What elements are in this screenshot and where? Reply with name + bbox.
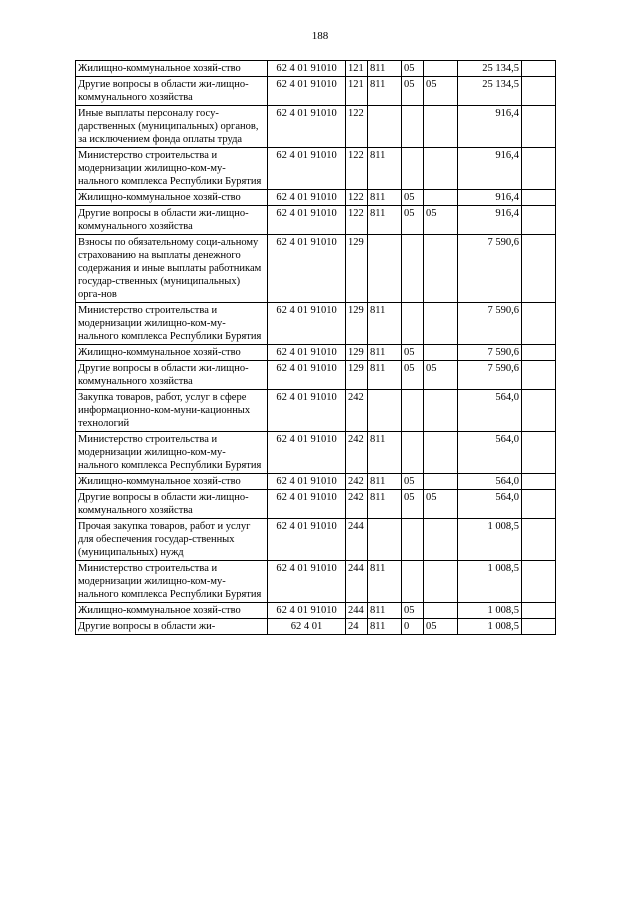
cell-extra <box>522 432 556 474</box>
cell-target-article: 62 4 01 91010 <box>268 77 346 106</box>
cell-ministry-code: 811 <box>368 148 402 190</box>
cell-subsection <box>424 303 458 345</box>
cell-name: Другие вопросы в области жи-лищно-коммунального хозяйства <box>76 361 268 390</box>
cell-ministry-code: 811 <box>368 432 402 474</box>
cell-subsection: 05 <box>424 206 458 235</box>
cell-extra <box>522 561 556 603</box>
table-row <box>76 474 556 490</box>
cell-amount: 916,4 <box>458 106 522 148</box>
cell-name: Другие вопросы в области жи-лищно-коммунального хозяйства <box>76 77 268 106</box>
cell-name: Жилищно-коммунальное хозяй-ство <box>76 474 268 490</box>
cell-name: Другие вопросы в области жи-лищно-коммунального хозяйства <box>76 490 268 519</box>
cell-section: 05 <box>402 361 424 390</box>
cell-target-article: 62 4 01 91010 <box>268 190 346 206</box>
cell-extra <box>522 106 556 148</box>
cell-expense-type: 242 <box>346 390 368 432</box>
cell-section <box>402 390 424 432</box>
budget-table <box>75 60 556 635</box>
cell-extra <box>522 345 556 361</box>
cell-section: 05 <box>402 345 424 361</box>
cell-name: Жилищно-коммунальное хозяй-ство <box>76 61 268 77</box>
cell-ministry-code <box>368 235 402 303</box>
cell-ministry-code: 811 <box>368 77 402 106</box>
cell-target-article: 62 4 01 91010 <box>268 235 346 303</box>
cell-name: Жилищно-коммунальное хозяй-ство <box>76 345 268 361</box>
cell-section <box>402 561 424 603</box>
page-number: 188 <box>311 30 329 42</box>
cell-section <box>402 235 424 303</box>
cell-section: 05 <box>402 603 424 619</box>
cell-amount: 7 590,6 <box>458 361 522 390</box>
cell-amount: 564,0 <box>458 474 522 490</box>
cell-target-article: 62 4 01 91010 <box>268 561 346 603</box>
cell-section <box>402 432 424 474</box>
cell-extra <box>522 77 556 106</box>
cell-amount: 7 590,6 <box>458 235 522 303</box>
cell-expense-type: 121 <box>346 77 368 106</box>
cell-expense-type: 122 <box>346 206 368 235</box>
cell-target-article: 62 4 01 91010 <box>268 345 346 361</box>
table-row <box>76 303 556 345</box>
cell-name: Закупка товаров, работ, услуг в сфере информационно-ком-муни-кационных технологий <box>76 390 268 432</box>
cell-ministry-code: 811 <box>368 345 402 361</box>
cell-amount: 916,4 <box>458 190 522 206</box>
cell-name: Прочая закупка товаров, работ и услуг для обеспечения государ-ственных (муниципальных) нужд <box>76 519 268 561</box>
table-row <box>76 603 556 619</box>
cell-target-article: 62 4 01 91010 <box>268 490 346 519</box>
cell-subsection <box>424 148 458 190</box>
cell-subsection: 05 <box>424 361 458 390</box>
cell-expense-type: 244 <box>346 519 368 561</box>
table-body <box>76 61 556 635</box>
cell-expense-type: 121 <box>346 61 368 77</box>
cell-extra <box>522 235 556 303</box>
cell-expense-type: 122 <box>346 106 368 148</box>
cell-amount: 916,4 <box>458 206 522 235</box>
table-row <box>76 235 556 303</box>
cell-extra <box>522 61 556 77</box>
cell-target-article: 62 4 01 91010 <box>268 603 346 619</box>
cell-extra <box>522 519 556 561</box>
cell-name: Министерство строительства и модернизации жилищно-ком-му-нального комплекса Республики Бурятия <box>76 148 268 190</box>
table-row <box>76 361 556 390</box>
cell-name: Иные выплаты персоналу госу-дарственных (муниципальных) органов, за исключением фонда оплаты труда <box>76 106 268 148</box>
cell-amount: 25 134,5 <box>458 61 522 77</box>
cell-section: 0 <box>402 619 424 635</box>
table-row <box>76 345 556 361</box>
cell-extra <box>522 303 556 345</box>
table-row <box>76 206 556 235</box>
cell-ministry-code: 811 <box>368 61 402 77</box>
cell-expense-type: 242 <box>346 474 368 490</box>
cell-subsection <box>424 561 458 603</box>
cell-ministry-code <box>368 390 402 432</box>
table-row <box>76 61 556 77</box>
cell-subsection <box>424 190 458 206</box>
cell-amount: 564,0 <box>458 490 522 519</box>
cell-expense-type: 122 <box>346 148 368 190</box>
cell-ministry-code: 811 <box>368 361 402 390</box>
table-row <box>76 148 556 190</box>
cell-amount: 916,4 <box>458 148 522 190</box>
cell-ministry-code <box>368 519 402 561</box>
cell-expense-type: 122 <box>346 190 368 206</box>
cell-amount: 7 590,6 <box>458 303 522 345</box>
cell-name: Министерство строительства и модернизации жилищно-ком-му-нального комплекса Республики Бурятия <box>76 303 268 345</box>
cell-target-article: 62 4 01 91010 <box>268 148 346 190</box>
cell-section <box>402 519 424 561</box>
cell-subsection: 05 <box>424 490 458 519</box>
cell-amount: 564,0 <box>458 390 522 432</box>
cell-ministry-code: 811 <box>368 603 402 619</box>
cell-extra <box>522 361 556 390</box>
cell-amount: 1 008,5 <box>458 561 522 603</box>
cell-subsection <box>424 345 458 361</box>
cell-amount: 1 008,5 <box>458 603 522 619</box>
cell-subsection: 05 <box>424 77 458 106</box>
cell-target-article: 62 4 01 91010 <box>268 390 346 432</box>
table-row <box>76 77 556 106</box>
cell-section <box>402 106 424 148</box>
cell-section <box>402 148 424 190</box>
cell-expense-type: 24 <box>346 619 368 635</box>
cell-subsection <box>424 603 458 619</box>
table-row <box>76 519 556 561</box>
cell-subsection <box>424 432 458 474</box>
cell-subsection <box>424 235 458 303</box>
cell-name: Министерство строительства и модернизации жилищно-ком-му-нального комплекса Республики Бурятия <box>76 561 268 603</box>
cell-target-article: 62 4 01 91010 <box>268 361 346 390</box>
cell-expense-type: 129 <box>346 345 368 361</box>
cell-name: Жилищно-коммунальное хозяй-ство <box>76 190 268 206</box>
cell-target-article: 62 4 01 91010 <box>268 206 346 235</box>
cell-section <box>402 303 424 345</box>
cell-subsection <box>424 474 458 490</box>
cell-amount: 25 134,5 <box>458 77 522 106</box>
cell-extra <box>522 603 556 619</box>
cell-subsection: 05 <box>424 619 458 635</box>
cell-amount: 1 008,5 <box>458 519 522 561</box>
table-row <box>76 190 556 206</box>
cell-amount: 564,0 <box>458 432 522 474</box>
cell-expense-type: 244 <box>346 561 368 603</box>
cell-target-article: 62 4 01 91010 <box>268 519 346 561</box>
cell-name: Другие вопросы в области жи- <box>76 619 268 635</box>
cell-section: 05 <box>402 61 424 77</box>
cell-extra <box>522 190 556 206</box>
cell-target-article: 62 4 01 91010 <box>268 432 346 474</box>
cell-expense-type: 129 <box>346 303 368 345</box>
table-row <box>76 390 556 432</box>
cell-name: Другие вопросы в области жи-лищно-коммунального хозяйства <box>76 206 268 235</box>
cell-target-article: 62 4 01 <box>268 619 346 635</box>
cell-extra <box>522 206 556 235</box>
cell-ministry-code: 811 <box>368 474 402 490</box>
cell-expense-type: 244 <box>346 603 368 619</box>
cell-amount: 7 590,6 <box>458 345 522 361</box>
cell-target-article: 62 4 01 91010 <box>268 61 346 77</box>
table-row <box>76 619 556 635</box>
cell-expense-type: 129 <box>346 235 368 303</box>
cell-subsection <box>424 519 458 561</box>
table-row <box>76 490 556 519</box>
table-row <box>76 106 556 148</box>
cell-extra <box>522 390 556 432</box>
cell-amount: 1 008,5 <box>458 619 522 635</box>
cell-ministry-code: 811 <box>368 303 402 345</box>
cell-expense-type: 242 <box>346 432 368 474</box>
cell-name: Министерство строительства и модернизации жилищно-ком-му-нального комплекса Республики Бурятия <box>76 432 268 474</box>
cell-ministry-code: 811 <box>368 619 402 635</box>
cell-target-article: 62 4 01 91010 <box>268 303 346 345</box>
cell-ministry-code: 811 <box>368 190 402 206</box>
cell-section: 05 <box>402 206 424 235</box>
cell-section: 05 <box>402 474 424 490</box>
cell-expense-type: 242 <box>346 490 368 519</box>
cell-section: 05 <box>402 190 424 206</box>
cell-name: Жилищно-коммунальное хозяй-ство <box>76 603 268 619</box>
cell-expense-type: 129 <box>346 361 368 390</box>
table-row <box>76 561 556 603</box>
cell-subsection <box>424 61 458 77</box>
cell-subsection <box>424 390 458 432</box>
cell-name: Взносы по обязательному соци-альному страхованию на выплаты денежного содержания и иные выплаты работникам государ-ственных (муниципальных) орга-нов <box>76 235 268 303</box>
cell-subsection <box>424 106 458 148</box>
table-row <box>76 432 556 474</box>
cell-extra <box>522 490 556 519</box>
cell-ministry-code <box>368 106 402 148</box>
cell-target-article: 62 4 01 91010 <box>268 106 346 148</box>
cell-extra <box>522 474 556 490</box>
cell-ministry-code: 811 <box>368 561 402 603</box>
cell-ministry-code: 811 <box>368 206 402 235</box>
cell-extra <box>522 619 556 635</box>
cell-section: 05 <box>402 490 424 519</box>
cell-ministry-code: 811 <box>368 490 402 519</box>
cell-section: 05 <box>402 77 424 106</box>
cell-extra <box>522 148 556 190</box>
cell-target-article: 62 4 01 91010 <box>268 474 346 490</box>
